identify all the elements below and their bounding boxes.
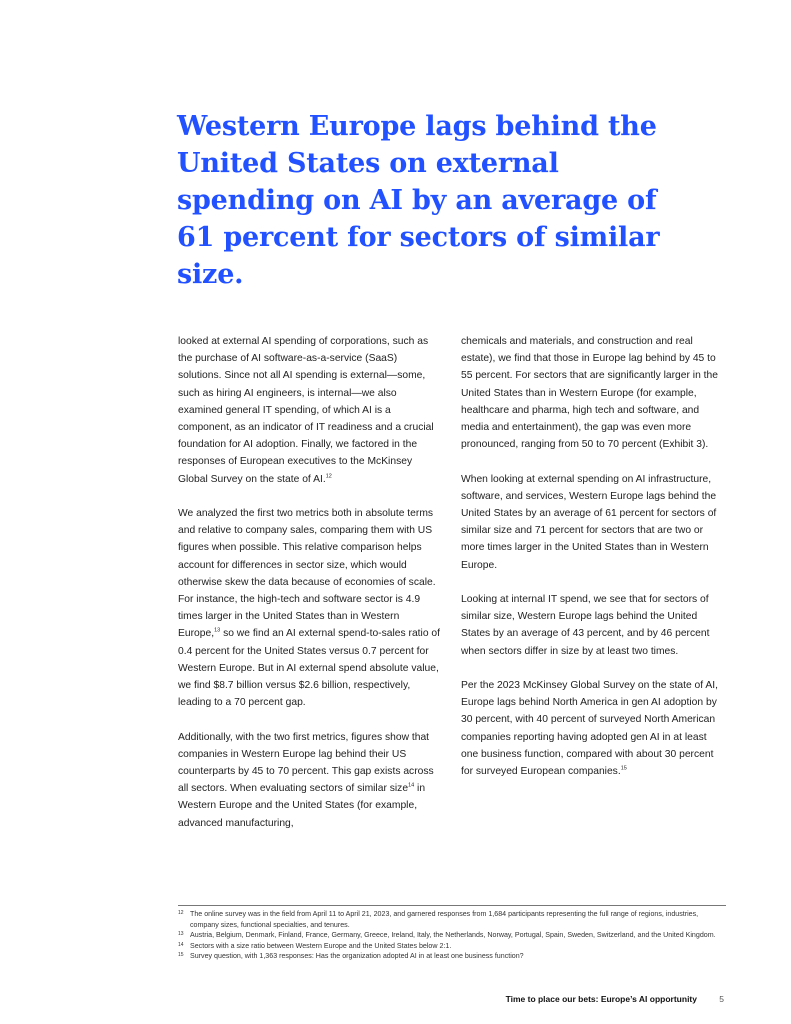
footnote — [178, 951, 726, 962]
body-column-right — [461, 333, 723, 780]
footnote-number: 14 — [178, 941, 184, 948]
footer-report-title: Time to place our bets: Europe’s AI opportunity — [505, 994, 697, 1004]
page-headline: Western Europe lags behind the United States on external spending on AI by an average of 61 percent for sectors of similar size. — [177, 111, 660, 290]
body-column-left — [178, 333, 440, 832]
footnote-text: Survey question, with 1,363 responses: Has the organization adopted AI in at least one business function? — [190, 952, 524, 960]
footnote-ref[interactable]: 15 — [620, 765, 627, 772]
footnote-number: 12 — [178, 910, 184, 916]
footnote-text: Austria, Belgium, Denmark, Finland, France, Germany, Greece, Ireland, Italy, the Netherlands, Norway, Portugal, Spain, Sweden, Switzerland, and the United Kingdom. — [190, 931, 716, 939]
paragraph: When looking at external spending on AI infrastructure, software, and services, Western Europe lags behind the United States by an average of 61 percent for sectors of similar size and 71 percent for sectors that are two or more times larger in the United States than in Western Europe. — [461, 473, 717, 571]
paragraph: Per the 2023 McKinsey Global Survey on the state of AI, Europe lags behind North America in gen AI adoption by 30 percent, with 40 percent of surveyed North American companies reporting having adopted gen AI in at least one business function, compared with about 30 percent for surveyed European companies.$^{15}$ — [461, 680, 718, 778]
footnotes — [178, 909, 726, 962]
footnote-text: The online survey was in the field from April 11 to April 21, 2023, and garnered responses from 1,684 participants representing the full range of regions, industries, company sizes, functional specialties, and tenures. — [190, 910, 699, 929]
footnote — [178, 909, 726, 930]
footnote-divider — [178, 905, 726, 906]
page-footer — [0, 994, 791, 1008]
paragraph: Looking at internal IT spend, we see that for sectors of similar size, Western Europe lags behind the United States by an average of 43 percent, and by 46 percent when sectors differ in size by at least two times. — [461, 594, 710, 657]
footnote-number: 15 — [178, 952, 184, 958]
footnote-ref[interactable]: 14 — [408, 782, 415, 789]
footnote — [178, 941, 726, 952]
paragraph: Additionally, with the two first metrics, figures show that companies in Western Europe lag behind their US counterparts by 45 to 70 percent. This gap exists across all sectors. When evaluating sectors of similar size$^{14}$ in Western Europe and the United States (for example, advanced manufacturing, — [178, 731, 434, 829]
footnote — [178, 930, 726, 941]
footnote-ref[interactable]: 13 — [214, 628, 221, 635]
footnote-ref[interactable]: 12 — [325, 473, 332, 480]
paragraph: looked at external AI spending of corporations, such as the purchase of AI software-as-a-service (SaaS) solutions. Since not all AI spending is external—some, such as hiring AI engineers, is internal—we also examined general IT spending, of which AI is a component, as an indicator of IT readiness and a crucial foundation for AI adoption. Finally, we factored in the responses of European executives to the McKinsey Global Survey on the state of AI.$^{12}$ — [178, 336, 434, 485]
footnote-text: Sectors with a size ratio between Western Europe and the United States below 2:1. — [190, 941, 452, 950]
page-number: 5 — [719, 994, 724, 1004]
paragraph: chemicals and materials, and construction and real estate), we find that those in Europe lag behind by 45 to 55 percent. For sectors that are significantly larger in the United States than in Western Europe (for example, healthcare and pharma, high tech and software, and media and entertainment), the gap was even more pronounced, ranging from 50 to 70 percent (Exhibit 3). — [461, 336, 718, 451]
footnote-number: 13 — [178, 931, 184, 937]
paragraph: We analyzed the first two metrics both in absolute terms and relative to company sales, comparing them with US figures when possible. This relative comparison helps account for differences in sector size, which would otherwise skew the data because of economies of scale. For instance, the high-tech and software sector is 4.9 times larger in the United States than in Western Europe,$^{13}$ so we find an AI external spend-to-sales ratio of 0.4 percent for the United States versus 0.7 percent for Western Europe. But in AI external spend absolute value, we find $8.7 billion versus $2.6 billion, respectively, leading to a 70 percent gap. — [178, 508, 440, 709]
